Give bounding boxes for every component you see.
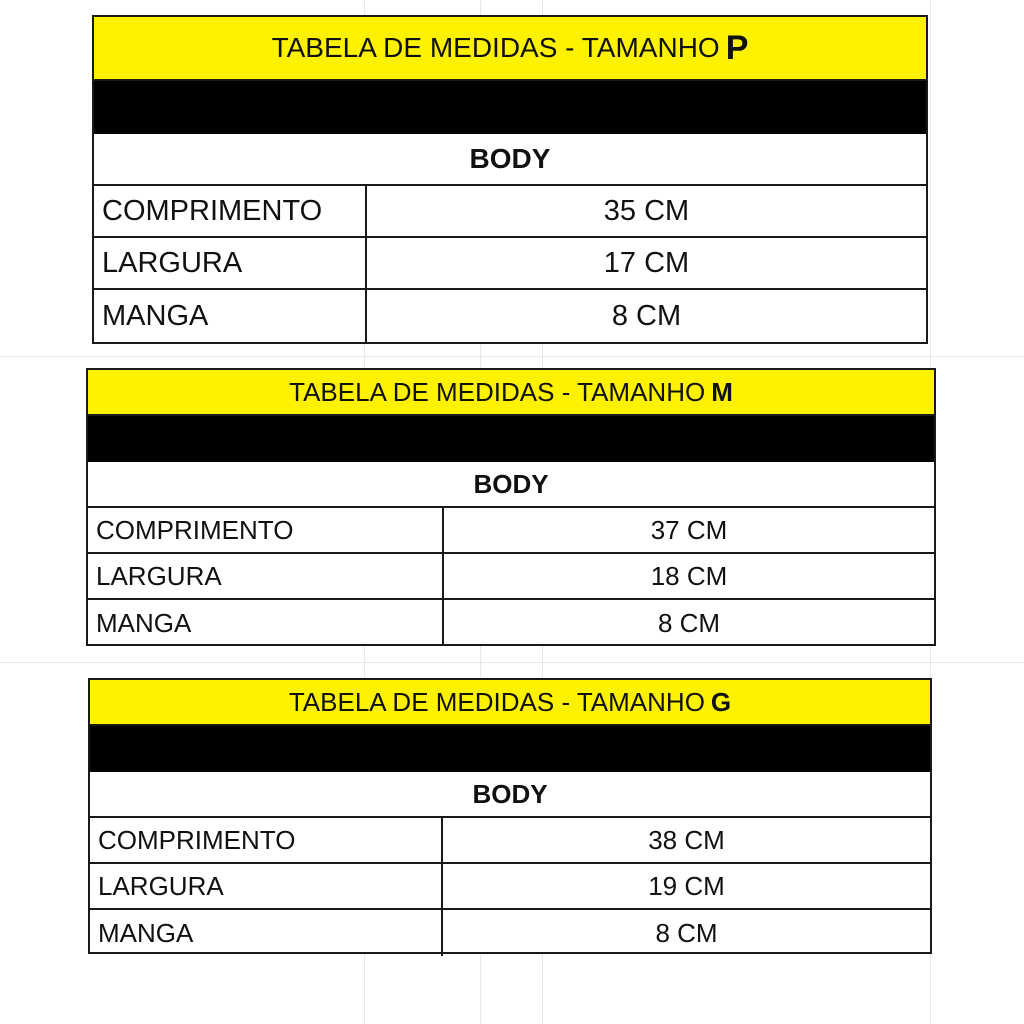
measure-label: MANGA	[90, 910, 443, 956]
section-heading: BODY	[94, 134, 926, 186]
measure-label: COMPRIMENTO	[88, 508, 444, 552]
table-title-text: TABELA DE MEDIDAS - TAMANHO	[289, 376, 706, 407]
size-letter: P	[725, 28, 749, 67]
table-row	[88, 600, 934, 646]
size-letter: M	[711, 376, 733, 407]
measure-label: LARGURA	[88, 554, 444, 598]
measure-label: COMPRIMENTO	[90, 818, 443, 862]
table-row	[90, 910, 930, 956]
measure-value: 38 CM	[648, 824, 725, 855]
size-table-p	[92, 15, 928, 344]
table-row	[90, 818, 930, 864]
measure-value: 35 CM	[603, 194, 690, 227]
table-row	[94, 290, 926, 342]
measure-label: LARGURA	[94, 238, 367, 288]
table-title	[90, 680, 930, 726]
table-row	[94, 238, 926, 290]
table-title	[88, 370, 934, 416]
gridline	[0, 356, 1024, 357]
black-band	[88, 416, 934, 462]
size-table-g	[88, 678, 932, 954]
size-table-m	[86, 368, 936, 646]
measure-value: 8 CM	[655, 917, 718, 948]
table-row	[94, 186, 926, 238]
section-heading: BODY	[88, 462, 934, 508]
section-heading: BODY	[90, 772, 930, 818]
black-band	[90, 726, 930, 772]
measure-value: 18 CM	[650, 560, 728, 591]
gridline	[0, 662, 1024, 663]
table-row	[88, 508, 934, 554]
measure-value: 8 CM	[657, 607, 721, 638]
table-row	[90, 864, 930, 910]
measure-value: 8 CM	[611, 299, 682, 332]
table-title	[94, 17, 926, 81]
measure-label: COMPRIMENTO	[94, 186, 367, 236]
table-title-text: TABELA DE MEDIDAS - TAMANHO	[271, 32, 720, 63]
measure-label: MANGA	[88, 600, 444, 646]
table-row	[88, 554, 934, 600]
table-title-text: TABELA DE MEDIDAS - TAMANHO	[288, 686, 705, 717]
measure-value: 19 CM	[648, 870, 725, 901]
black-band	[94, 81, 926, 134]
measure-value: 17 CM	[603, 246, 690, 279]
measure-label: LARGURA	[90, 864, 443, 908]
measure-value: 37 CM	[650, 514, 728, 545]
size-letter: G	[710, 686, 732, 717]
measure-label: MANGA	[94, 290, 367, 342]
